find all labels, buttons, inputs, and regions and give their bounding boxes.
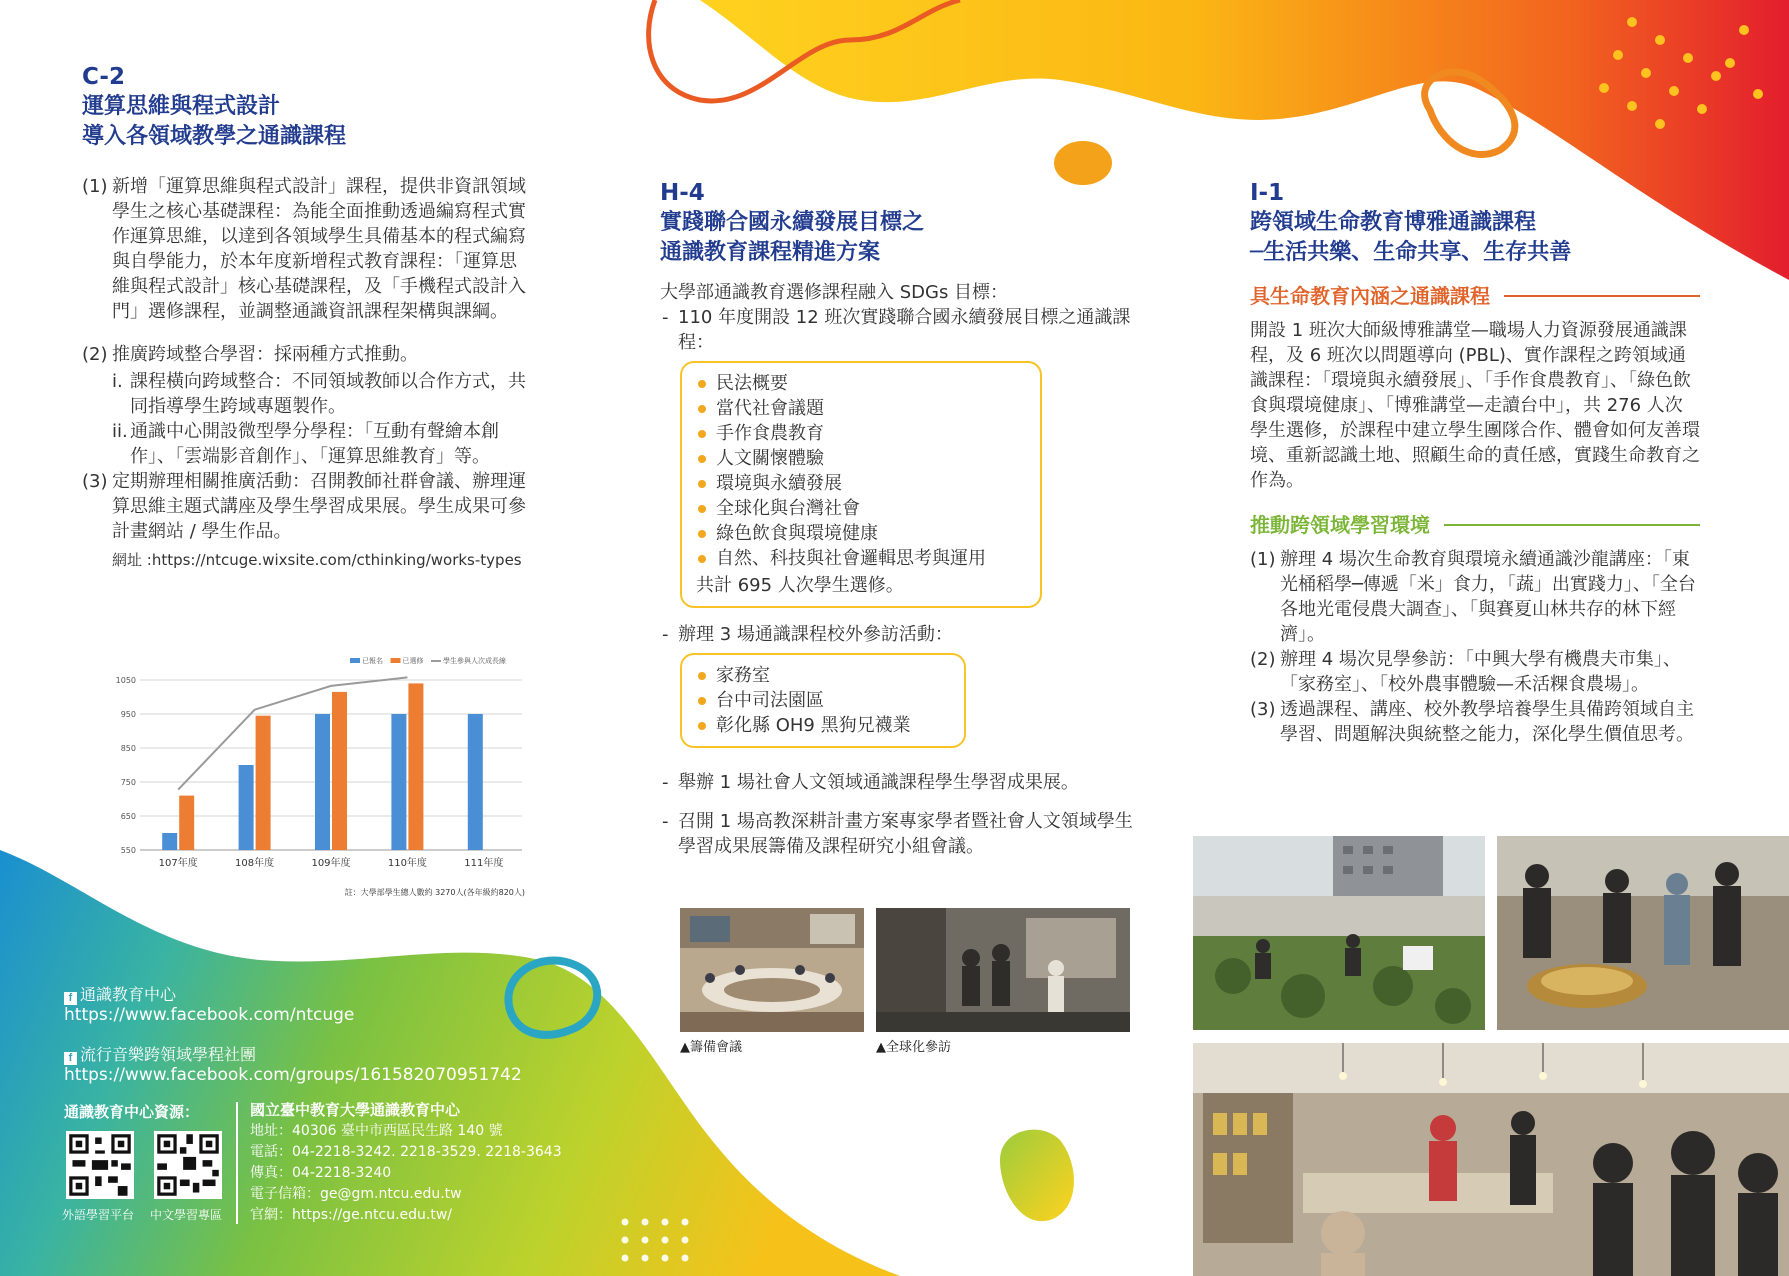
- phone: 電話：04-2218-3242. 2218-3529. 2218-3643: [250, 1144, 562, 1160]
- h4-dash-item: - 110 年度開設 12 班次實踐聯合國永續發展目標之通識課程：: [660, 305, 1140, 355]
- list-item: ii. 通識中心開設微型學分學程：「互動有聲繪本創作」、「雲端影音創作」、「運算思維教育」等。: [112, 421, 499, 467]
- list-item: 綠色飲食與環境健康: [696, 521, 1026, 546]
- section-code: C-2: [82, 64, 125, 90]
- section-title-line1: 運算思維與程式設計: [82, 94, 281, 119]
- divider: [1444, 524, 1700, 526]
- qr-code-chinese-learning[interactable]: [154, 1131, 222, 1199]
- courses-total: 共計 695 人次學生選修。: [696, 575, 904, 596]
- website-link[interactable]: 官網：https://ge.ntcu.edu.tw/: [250, 1207, 452, 1223]
- growth-line: [178, 677, 407, 789]
- section-title-line2: ─生活共樂、生命共享、生存共善: [1250, 240, 1572, 265]
- visits-box: [680, 653, 966, 748]
- list-item: 手作食農教育: [696, 421, 1026, 446]
- section-title-line1: 跨領域生命教育博雅通識課程: [1250, 210, 1537, 235]
- photo-shop-visit: [1193, 1043, 1789, 1276]
- facebook-icon: f: [64, 992, 77, 1005]
- list-item: (2) 辦理 4 場次見學參訪：「中興大學有機農夫市集」、「家務室」、「校外農事體驗—禾活粿食農場」。: [1250, 649, 1681, 695]
- section-i1: [1250, 178, 1700, 747]
- h4-intro: 大學部通識教育選修課程融入 SDGs 目標：: [660, 282, 1009, 303]
- courses-box: [680, 361, 1042, 608]
- qr-label: 外語學習平台: [62, 1208, 135, 1222]
- qr-label: 中文學習專區: [150, 1208, 223, 1222]
- fax: 傳真：04-2218-3240: [250, 1165, 392, 1181]
- c2-list: [82, 174, 532, 544]
- courses-list: [696, 371, 1026, 571]
- list-item: (1) 新增「運算思維與程式設計」課程，提供非資訊領域學生之核心基礎課程：為能全面推動透過編寫程式實作運算思維，以達到各領域學生具備基本的程式編寫與自學能力，於本年度新增程式教育課程：「運算思維與程式設計」核心基礎課程，及「手機程式設計入門」選修課程，並調整通識資訊課程架構與課綱。: [82, 176, 526, 322]
- photo-farm-field: [1193, 836, 1485, 1030]
- i1-paragraph: 開設 1 班次大師級博雅講堂—職場人力資源發展通識課程，及 6 班次以問題導向 (PBL)、實作課程之跨領域通識課程：「環境與永續發展」、「手作食農教育」、「綠色飲食與環境健康」、「博雅講堂—走讀台中」，共 276 人次學生選修，於課程中建立學生團隊合作、體會如何友善環境、重新認識土地、照顧生命的責任感，實踐生命教育之作為。: [1250, 320, 1700, 491]
- bar-enrolled: [408, 683, 423, 850]
- y-tick-label: 950: [120, 710, 136, 719]
- bar-registered: [391, 714, 406, 850]
- facebook-link-1[interactable]: f 通識教育中心 https://www.facebook.com/ntcuge: [64, 985, 355, 1025]
- legend-label: 已報名: [362, 657, 383, 665]
- y-tick-label: 1050: [115, 676, 136, 685]
- bar-enrolled: [179, 796, 194, 850]
- y-tick-label: 850: [120, 744, 136, 753]
- bar-enrolled: [256, 716, 271, 850]
- c2-sublist: [112, 369, 532, 469]
- org-name: 國立臺中教育大學通識教育中心: [250, 1101, 461, 1119]
- footer-divider: [236, 1102, 238, 1224]
- bar-enrolled: [332, 692, 347, 850]
- list-item: (1) 辦理 4 場次生命教育與環境永續通識沙龍講座：「東光桶稻學─傳遞「米」食力，「蔬」出實踐力」、「全台各地光電侵農大調查」、「與賽夏山林共存的林下經濟」。: [1250, 549, 1696, 645]
- section-h4: [660, 178, 1140, 859]
- email-link[interactable]: 電子信箱：ge@gm.ntcu.edu.tw: [250, 1186, 462, 1202]
- list-item: 民法概要: [696, 371, 1026, 396]
- resources-label: 通識教育中心資源：: [64, 1103, 200, 1121]
- bar-registered: [315, 714, 330, 850]
- subheading: 具生命教育內涵之通識課程: [1250, 282, 1700, 310]
- x-tick-label: 111年度: [464, 858, 504, 869]
- list-item: 人文關懷體驗: [696, 446, 1026, 471]
- section-title-line2: 通識教育課程精進方案: [660, 240, 881, 265]
- contact-info: [250, 1100, 562, 1226]
- bar-registered: [162, 833, 177, 850]
- x-tick-label: 107年度: [158, 858, 198, 869]
- address: 地址：40306 臺中市西區民生路 140 號: [250, 1123, 503, 1139]
- bar-registered: [239, 765, 254, 850]
- chart-note: 註：大學部學生總人數約 3270人(各年級約820人): [344, 888, 525, 897]
- list-item: 台中司法園區: [696, 688, 950, 713]
- subheading: 推動跨領域學習環境: [1250, 511, 1700, 539]
- facebook-link-2[interactable]: f 流行音樂跨領域學程社團 https://www.facebook.com/groups/161582070951742: [64, 1045, 522, 1085]
- works-url[interactable]: 網址 :https://ntcuge.wixsite.com/cthinking/works-types: [112, 551, 522, 569]
- list-item: 環境與永續發展: [696, 471, 1026, 496]
- section-title-line2: 導入各領域教學之通識課程: [82, 124, 347, 149]
- divider: [1504, 295, 1700, 297]
- photo-global-visit: [876, 908, 1130, 1032]
- photo-caption: ▲全球化參訪: [876, 1040, 951, 1055]
- bar-chart: [110, 655, 530, 900]
- bar-registered: [468, 714, 483, 850]
- legend-swatch: [350, 658, 360, 663]
- section-code: I-1: [1250, 180, 1285, 206]
- y-tick-label: 550: [120, 846, 136, 855]
- list-item: (2) 推廣跨域整合學習：採兩種方式推動。 i. 課程橫向跨域整合：不同領域教師以合作方式，共同指導學生跨域專題製作。 ii. 通識中心開設微型學分學程：「互動有聲繪本創作」、「雲端影音創作」、「運算思維教育」等。: [82, 342, 532, 469]
- h4-dash-item: - 舉辦 1 場社會人文領域通識課程學生學習成果展。: [660, 770, 1140, 795]
- section-code: H-4: [660, 180, 705, 206]
- h4-dash-item: - 召開 1 場高教深耕計畫方案專家學者暨社會人文領域學生學習成果展籌備及課程研究小組會議。: [660, 809, 1140, 859]
- legend-swatch: [391, 658, 401, 663]
- list-item: 家務室: [696, 663, 950, 688]
- list-item: (3) 透過課程、講座、校外教學培養學生具備跨領域自主學習、問題解決與統整之能力，深化學生價值思考。: [1250, 699, 1694, 745]
- x-tick-label: 110年度: [387, 858, 427, 869]
- y-tick-label: 650: [120, 812, 136, 821]
- h4-dash-item: - 辦理 3 場通識課程校外參訪活動：: [660, 622, 1140, 647]
- x-tick-label: 109年度: [311, 858, 351, 869]
- list-item: 當代社會議題: [696, 396, 1026, 421]
- photo-cooking-activity: [1497, 836, 1789, 1030]
- section-title-line1: 實踐聯合國永續發展目標之: [660, 210, 925, 235]
- section-c2: [82, 62, 532, 570]
- legend-label: 學生參與人次成長線: [443, 657, 506, 665]
- photo-meeting: [680, 908, 864, 1032]
- qr-code-foreign-language[interactable]: [66, 1131, 134, 1199]
- list-item: (3) 定期辦理相關推廣活動：召開教師社群會議、辦理運算思維主題式講座及學生學習成果展。學生成果可參計畫網站 / 學生作品。: [82, 471, 526, 542]
- list-item: 全球化與台灣社會: [696, 496, 1026, 521]
- x-tick-label: 108年度: [235, 858, 275, 869]
- photo-caption: ▲籌備會議: [680, 1040, 742, 1055]
- visits-list: [696, 663, 950, 738]
- list-item: 自然、科技與社會邏輯思考與運用: [696, 546, 1026, 571]
- list-item: 彰化縣 OH9 黑狗兄襪業: [696, 713, 950, 738]
- facebook-icon: f: [64, 1052, 77, 1065]
- legend-label: 已選修: [402, 657, 424, 665]
- list-item: i. 課程橫向跨域整合：不同領域教師以合作方式，共同指導學生跨域專題製作。: [112, 371, 526, 417]
- i1-list: [1250, 547, 1700, 747]
- y-tick-label: 750: [120, 778, 136, 787]
